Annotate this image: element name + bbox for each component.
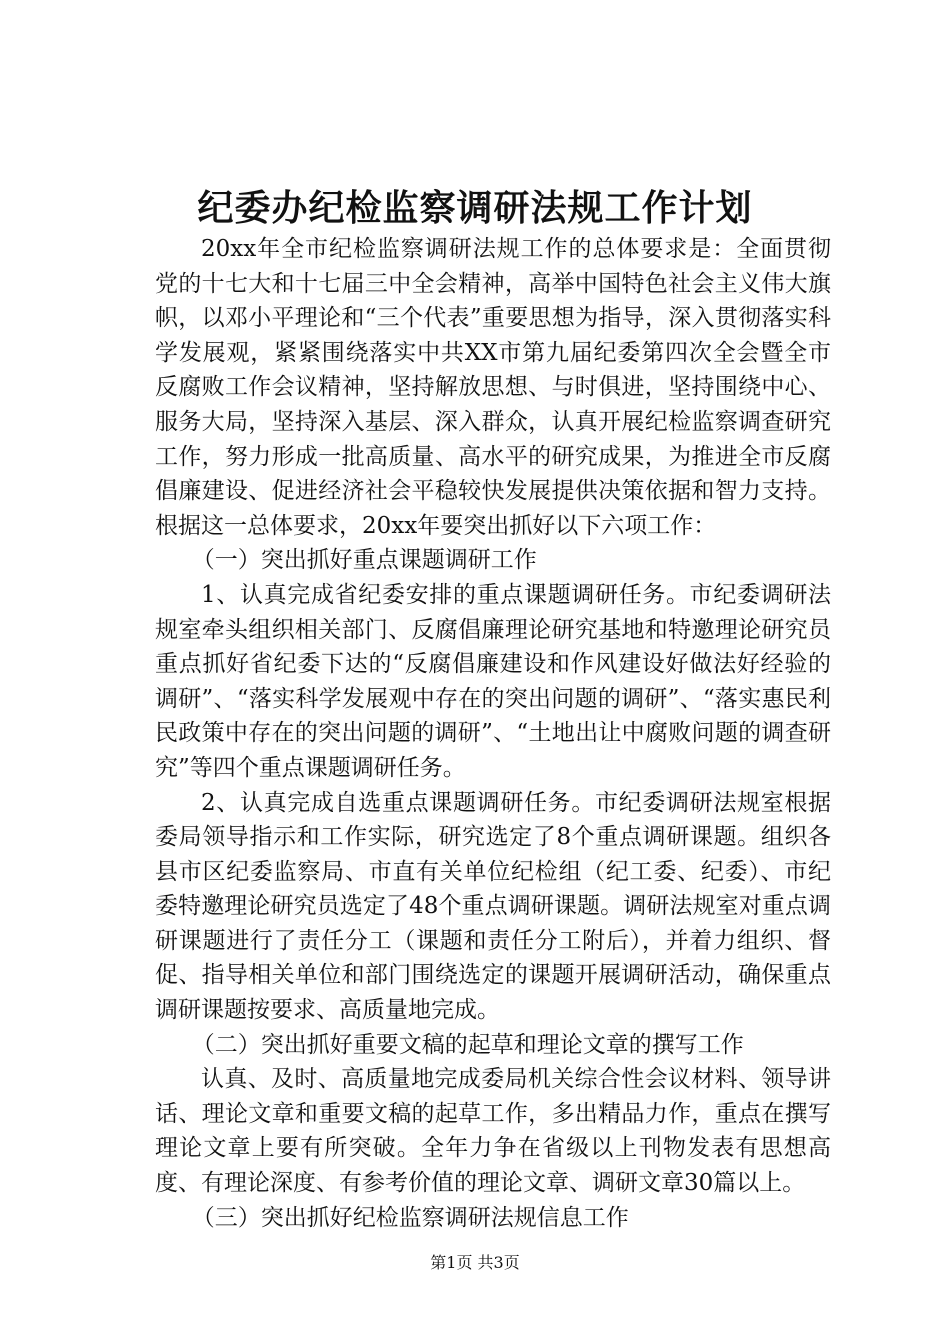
document-title: 纪委办纪检监察调研法规工作计划 [197, 187, 753, 229]
body-paragraph: 2、认真完成自选重点课题调研任务。市纪委调研法规室根据委局领导指示和工作实际，研究选定了8个重点调研课题。组织各县市区纪委监察局、市直有关单位纪检组（纪工委、纪委）、市纪委特邀理论研究员选定了48个重点调研课题。调研法规室对重点调研课题进行了责任分工（课题和责任分工附后），并着力组织、督促、指导相关单位和部门围绕选定的课题开展调研活动，确保重点调研课题按要求、高质量地完成。 [155, 789, 831, 1024]
section-heading: （一）突出抓好重点课题调研工作 [191, 547, 537, 574]
body-paragraph: 认真、及时、高质量地完成委局机关综合性会议材料、领导讲话、理论文章和重要文稿的起草工作，多出精品力作，重点在撰写理论文章上要有所突破。全年力争在省级以上刊物发表有思想高度、有理论深度、有参考价值的理论文章、调研文章30篇以上。 [155, 1066, 831, 1197]
section-heading: （二）突出抓好重要文稿的起草和理论文章的撰写工作 [191, 1031, 744, 1058]
page-number-footer: 第1页 共3页 [430, 1253, 520, 1272]
section-heading: （三）突出抓好纪检监察调研法规信息工作 [191, 1204, 629, 1231]
document-body [155, 232, 831, 1235]
body-paragraph: 20xx年全市纪检监察调研法规工作的总体要求是：全面贯彻党的十七大和十七届三中全会精神，高举中国特色社会主义伟大旗帜，以邓小平理论和“三个代表”重要思想为指导，深入贯彻落实科学发展观，紧紧围绕落实中共XX市第九届纪委第四次全会暨全市反腐败工作会议精神，坚持解放思想、与时俱进，坚持围绕中心、服务大局，坚持深入基层、深入群众，认真开展纪检监察调查研究工作，努力形成一批高质量、高水平的研究成果，为推进全市反腐倡廉建设、促进经济社会平稳较快发展提供决策依据和智力支持。根据这一总体要求，20xx年要突出抓好以下六项工作： [155, 236, 831, 539]
body-paragraph: 1、认真完成省纪委安排的重点课题调研任务。市纪委调研法规室牵头组织相关部门、反腐倡廉理论研究基地和特邀理论研究员重点抓好省纪委下达的“反腐倡廉建设和作风建设好做法好经验的调研”、“落实科学发展观中存在的突出问题的调研”、“落实惠民利民政策中存在的突出问题的调研”、“土地出让中腐败问题的调查研究”等四个重点课题调研任务。 [155, 581, 831, 781]
